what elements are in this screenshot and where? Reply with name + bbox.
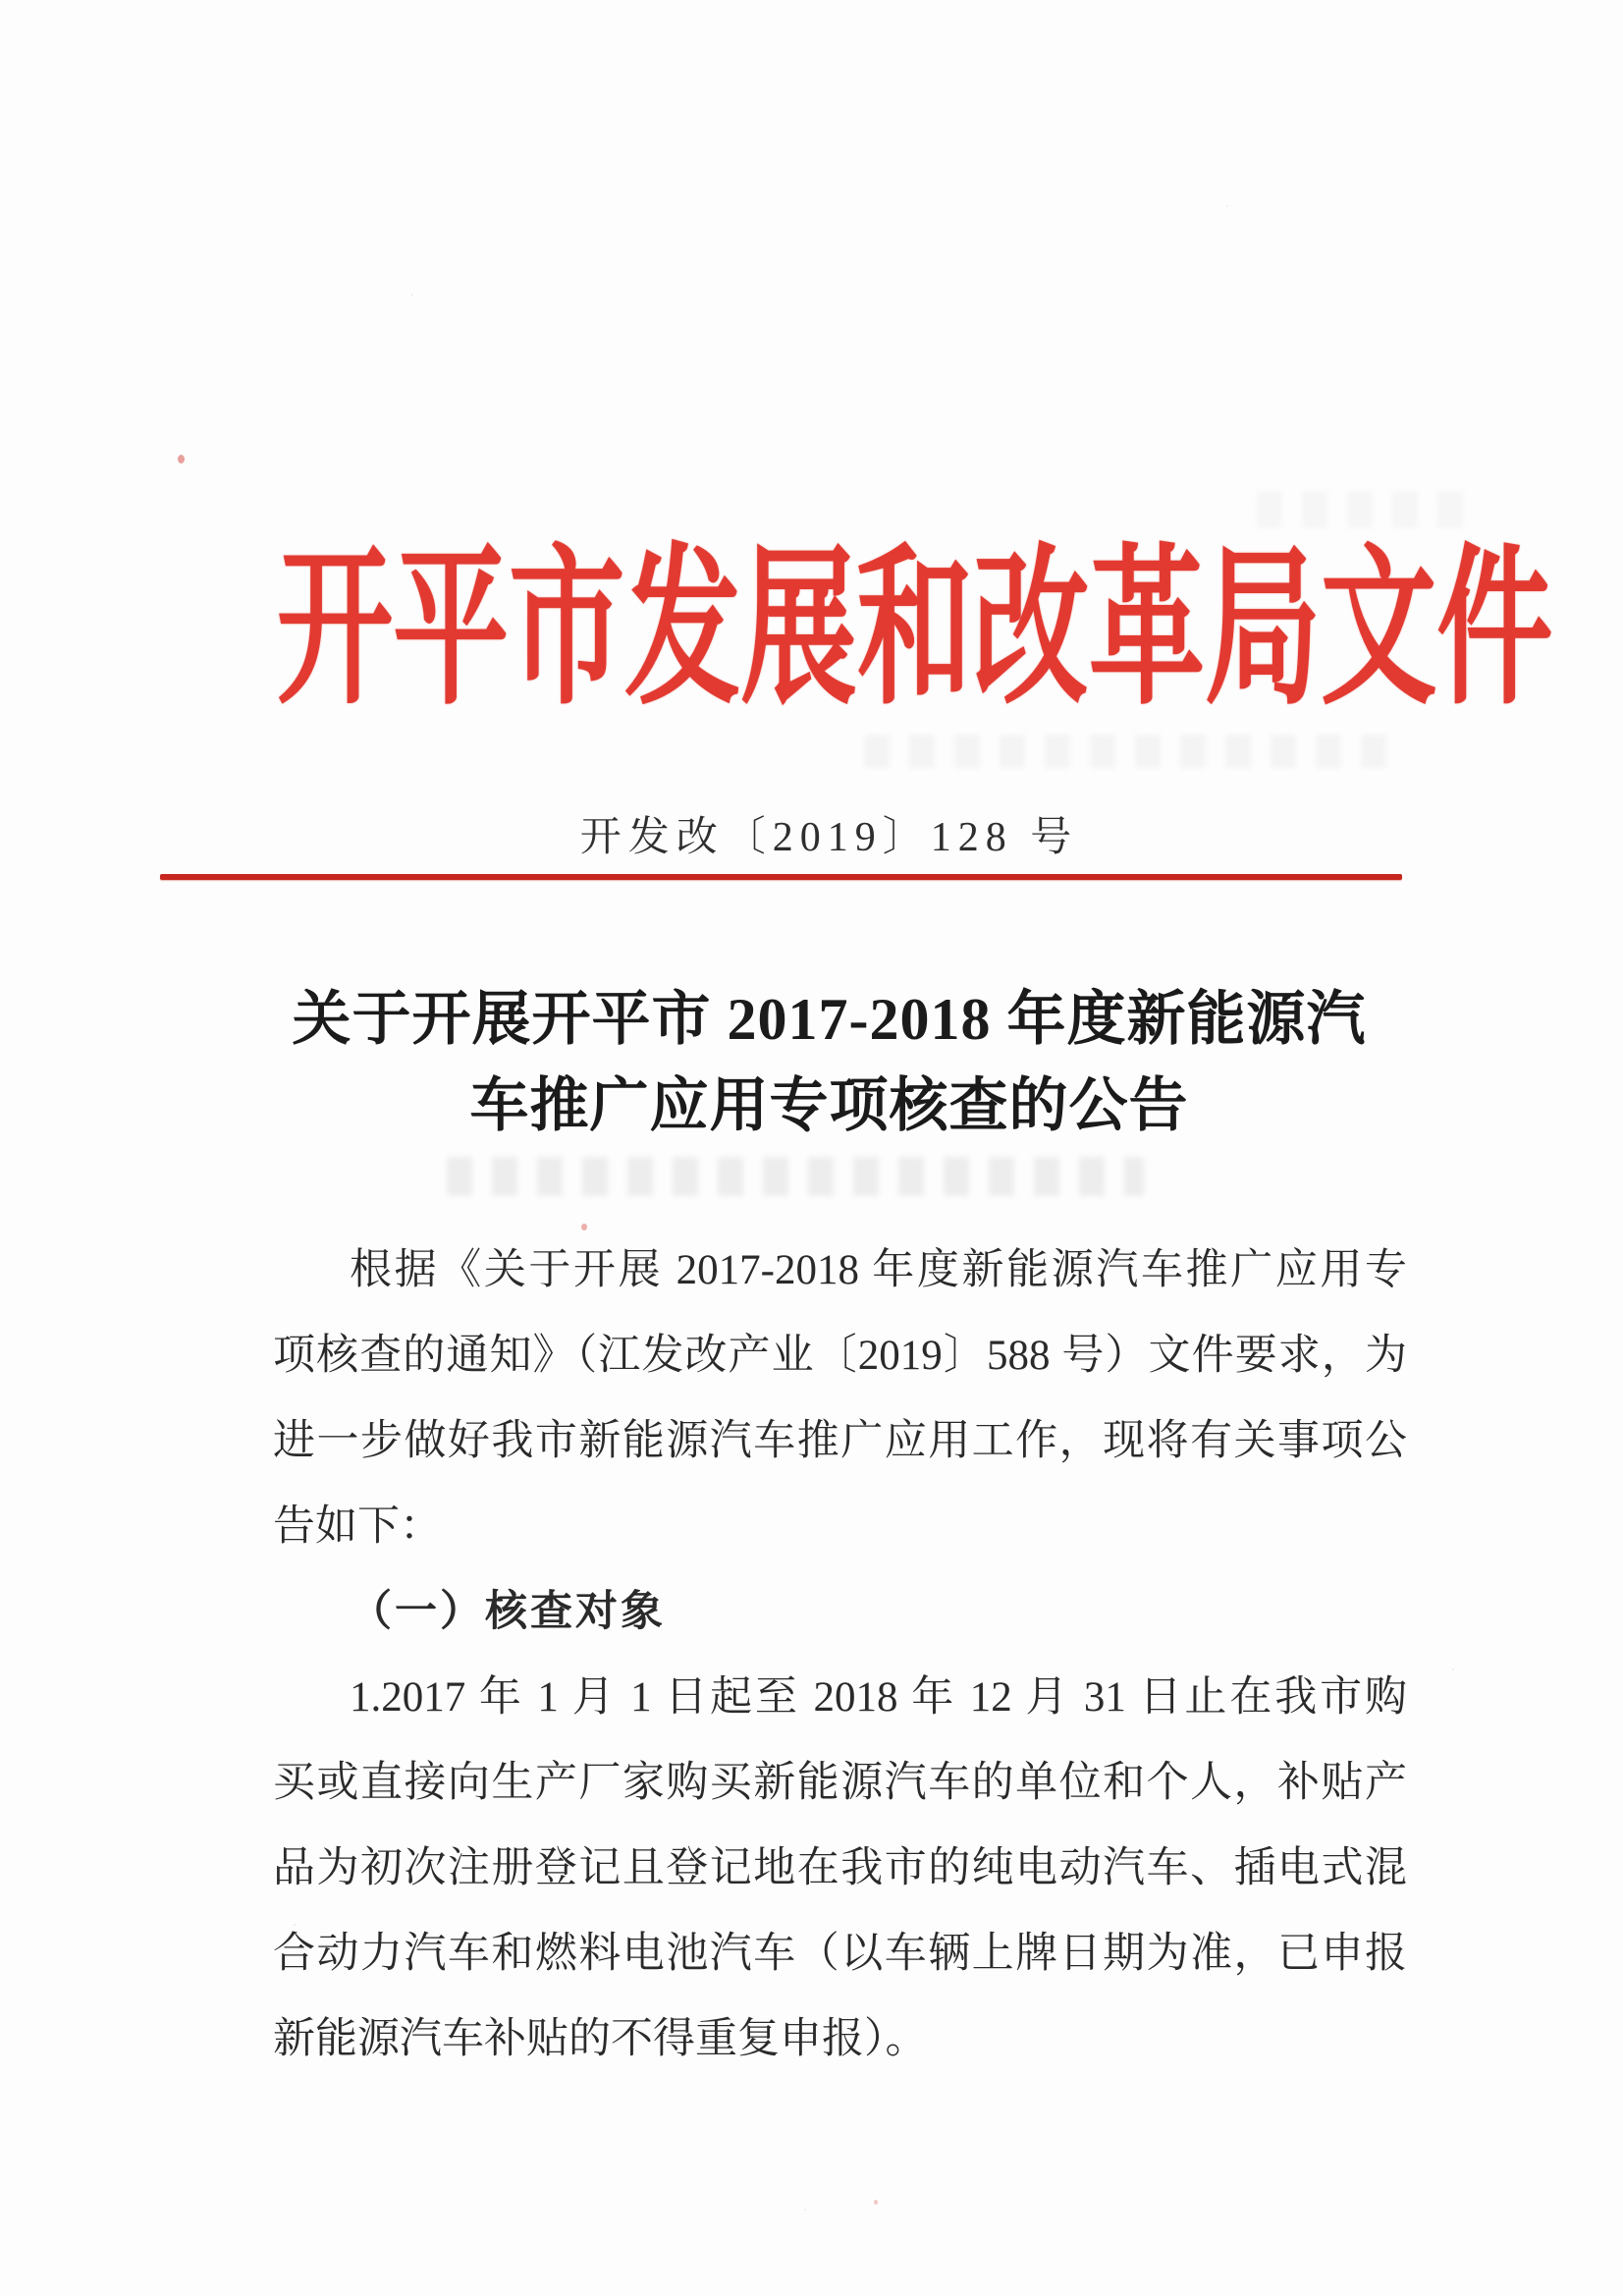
body-line: 进一步做好我市新能源汽车推广应用工作，现将有关事项公 xyxy=(273,1418,1407,1464)
body-line: 买或直接向生产厂家购买新能源汽车的单位和个人，补贴产 xyxy=(273,1760,1407,1806)
body-line: 根据《关于开展 2017-2018 年度新能源汽车推广应用专 xyxy=(350,1247,1407,1293)
agency-letterhead-title: 开平市发展和改革局文件 xyxy=(277,534,1553,725)
body-line: 新能源汽车补贴的不得重复申报）。 xyxy=(273,2016,928,2062)
body-line: 1.2017 年 1 月 1 日起至 2018 年 12 月 31 日止在我市购 xyxy=(350,1674,1407,1721)
document-body xyxy=(273,1228,1407,2082)
scan-speck xyxy=(178,455,185,464)
document-title-line-2: 车推广应用专项核查的公告 xyxy=(469,1073,1189,1138)
document-number: 开发改〔2019〕128 号 xyxy=(579,815,1079,860)
bleed-through-artifact xyxy=(447,1157,1144,1196)
scan-speck xyxy=(874,2200,878,2205)
document-title xyxy=(35,976,1623,1149)
red-divider-rule xyxy=(160,874,1402,880)
body-line: 告如下： xyxy=(273,1503,442,1550)
bleed-through-artifact xyxy=(1257,491,1483,528)
section-heading: （一）核查对象 xyxy=(350,1589,666,1635)
body-line: 合动力汽车和燃料电池汽车（以车辆上牌日期为准，已申报 xyxy=(273,1931,1407,1977)
bleed-through-artifact xyxy=(864,735,1399,768)
body-line: 品为初次注册登记且登记地在我市的纯电动汽车、插电式混 xyxy=(273,1845,1407,1891)
document-title-line-1: 关于开展开平市 2017-2018 年度新能源汽 xyxy=(292,987,1367,1052)
body-line: 项核查的通知》（江发改产业〔2019〕588 号）文件要求，为 xyxy=(273,1333,1407,1379)
